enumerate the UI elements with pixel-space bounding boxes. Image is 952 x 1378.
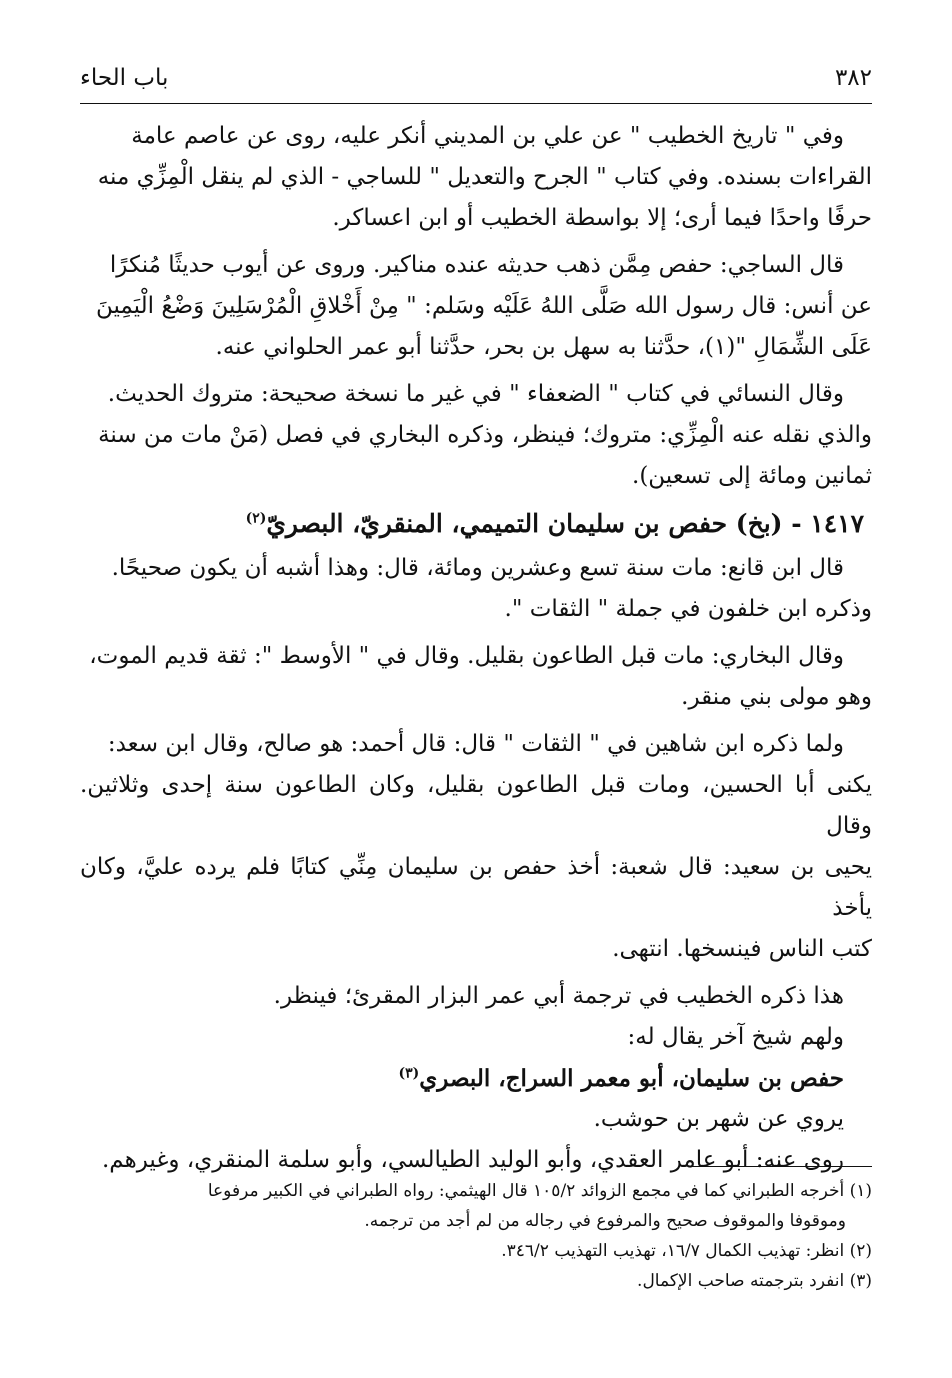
paragraph-nasai: [80, 374, 872, 497]
paragraph-ibn-qani: [80, 548, 872, 630]
text-line: يروي عن شهر بن حوشب.: [593, 1106, 844, 1132]
footnote-2: [80, 1236, 872, 1266]
paragraph-bukhari: [80, 636, 872, 718]
text-line: يكنى أبا الحسين، ومات قبل الطاعون بقليل، وكان الطاعون سنة إحدى وثلاثين. وقال: [80, 772, 872, 839]
entry-heading: [80, 503, 872, 544]
entry-heading-text: ١٤١٧ - (بخ) حفص بن سليمان التميمي، المنقريّ، البصريّ: [266, 509, 864, 538]
text-line: كتب الناس فينسخها. انتهى.: [612, 936, 872, 962]
footnote-line: وموقوفا والموقوف صحيح والمرفوع في رجاله من لم أجد من ترجمه.: [364, 1211, 846, 1231]
paragraph-ibn-shahin: [80, 724, 872, 970]
text-line: قال ابن قانع: مات سنة تسع وعشرين ومائة، قال: وهذا أشبه أن يكون صحيحًا.: [111, 555, 844, 581]
text-line: عن أنس: قال رسول الله صَلَّى اللهُ عَلَيْه وسَلم: " مِنْ أَخْلاقِ الْمُرْسَلِينَ وَضْعُ الْيَمِينَ: [95, 293, 872, 319]
chapter-title: باب الحاء: [80, 65, 169, 91]
footnote-ref[interactable]: (٢): [245, 510, 267, 527]
footnote-line: (١) أخرجه الطبراني كما في مجمع الزوائد ١٠٥/٢ قال الهيثمي: رواه الطبراني في الكبير مرفوعا: [207, 1181, 872, 1201]
text-line: وقال النسائي في كتاب " الضعفاء " في غير ما نسخة صحيحة: متروك الحديث.: [107, 381, 844, 407]
sub-heading-text: حفص بن سليمان، أبو معمر السراج، البصري: [419, 1065, 844, 1092]
main-text: [80, 116, 872, 1181]
footnote-3: [80, 1266, 872, 1296]
paragraph-saji: [80, 245, 872, 368]
text-line: هذا ذكره الخطيب في ترجمة أبي عمر البزار المقرئ؛ فينظر.: [273, 983, 844, 1009]
sub-heading: [80, 1058, 872, 1099]
footnote-1: [80, 1176, 872, 1236]
footnote-divider: [692, 1166, 872, 1167]
text-line: عَلَى الشِّمَالِ "(١)، حدَّثنا به سهل بن بحر، حدَّثنا أبو عمر الحلواني عنه.: [215, 334, 872, 360]
footnotes: [80, 1176, 872, 1296]
footnote-line: (٣) انفرد بترجمته صاحب الإكمال.: [637, 1271, 872, 1291]
text-line: يحيى بن سعيد: قال شعبة: أخذ حفص بن سليمان مِنِّي كتابًا فلم يرده عليَّ، وكان يأخذ: [80, 854, 872, 921]
text-line: قال الساجي: حفص مِمَّن ذهب حديثه عنده مناكير. وروى عن أيوب حديثًا مُنكرًا: [109, 252, 844, 278]
footnote-line: (٢) انظر: تهذيب الكمال ١٦/٧، تهذيب التهذيب ٣٤٦/٢.: [501, 1241, 872, 1261]
text-line: والذي نقله عنه الْمِزِّي: متروك؛ فينظر، وذكره البخاري في فصل (مَنْ مات من سنة: [98, 422, 872, 448]
text-line: روى عنه: أبو عامر العقدي، وأبو الوليد الطيالسي، وأبو سلمة المنقري، وغيرهم.: [101, 1147, 844, 1173]
text-line: وهو مولى بني منقر.: [681, 684, 872, 710]
header-divider: [80, 103, 872, 104]
page-header: [80, 60, 872, 96]
text-line: وذكره ابن خلفون في جملة " الثقات ".: [504, 596, 872, 622]
text-line: القراءات بسنده. وفي كتاب " الجرح والتعديل " للساجي - الذي لم ينقل الْمِزِّي منه: [97, 164, 872, 190]
text-line: ولما ذكره ابن شاهين في " الثقات " قال: قال أحمد: هو صالح، وقال ابن سعد:: [107, 731, 844, 757]
paragraph-khatib: [80, 116, 872, 239]
text-line: وقال البخاري: مات قبل الطاعون بقليل. وقال في " الأوسط ": ثقة قديم الموت،: [89, 643, 844, 669]
text-line: ثمانين ومائة إلى تسعين).: [632, 463, 872, 489]
text-line: وفي " تاريخ الخطيب " عن علي بن المديني أنكر عليه، روى عن عاصم عامة: [131, 123, 844, 149]
footnote-ref[interactable]: (٣): [398, 1065, 420, 1082]
text-line: ولهم شيخ آخر يقال له:: [627, 1024, 844, 1050]
text-line: حرفًا واحدًا فيما أرى؛ إلا بواسطة الخطيب أو ابن اعساكر.: [332, 205, 872, 231]
page-number: ٣٨٢: [834, 65, 872, 91]
